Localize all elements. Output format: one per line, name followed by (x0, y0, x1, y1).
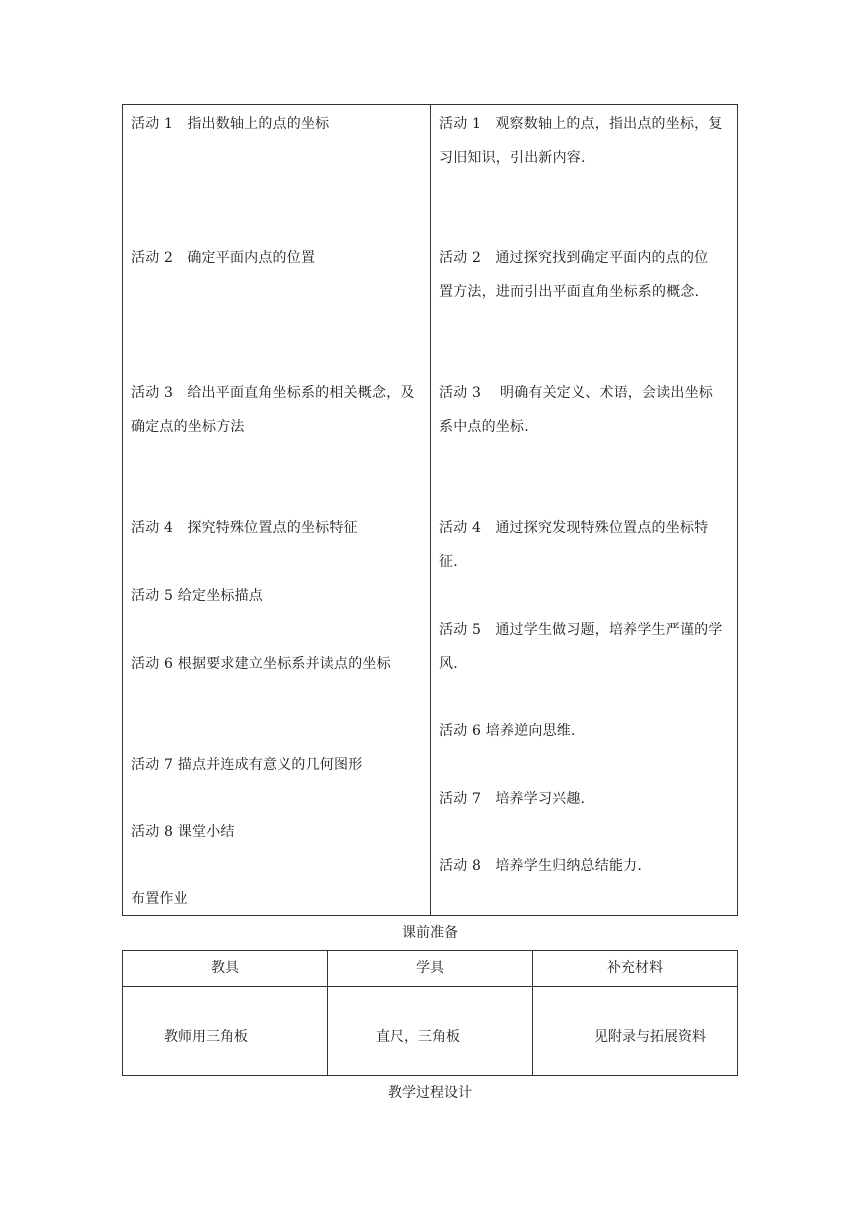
prep-section-title: 课前准备 (402, 925, 458, 941)
right-activity-3-line1: 活动 3 明确有关定义、术语，会读出坐标 (439, 385, 714, 401)
left-activity-6: 活动 6 根据要求建立坐标系并读点的坐标 (131, 656, 391, 672)
prep-header-teaching-aids: 教具 (211, 960, 239, 976)
activities-table (122, 104, 738, 916)
right-activity-6: 活动 6 培养逆向思维. (439, 723, 576, 739)
right-activity-3-line2: 系中点的坐标. (439, 419, 529, 435)
left-homework: 布置作业 (131, 891, 188, 907)
right-activity-4-line1: 活动 4 通过探究发现特殊位置点的坐标特 (439, 520, 709, 536)
left-activity-2: 活动 2 确定平面内点的位置 (131, 250, 316, 266)
right-activity-8: 活动 8 培养学生归纳总结能力. (439, 858, 643, 874)
prep-header-student-tools: 学具 (416, 960, 444, 976)
right-activity-2-line1: 活动 2 通过探究找到确定平面内的点的位 (439, 250, 709, 266)
right-activity-4-line2: 征. (439, 554, 458, 570)
left-activity-3-line2: 确定点的坐标方法 (131, 419, 245, 435)
right-activity-1-line1: 活动 1 观察数轴上的点，指出点的坐标，复 (439, 116, 723, 132)
prep-header-divider (123, 986, 737, 987)
column-divider (430, 105, 431, 915)
prep-cell-supplementary: 见附录与拓展资料 (594, 1029, 706, 1045)
left-activity-1: 活动 1 指出数轴上的点的坐标 (131, 116, 330, 132)
right-activity-5-line2: 风. (439, 656, 458, 672)
prep-table (122, 950, 738, 1076)
process-section-title: 教学过程设计 (388, 1085, 472, 1101)
left-activity-5: 活动 5 给定坐标描点 (131, 588, 264, 604)
prep-cell-student-tools: 直尺，三角板 (376, 1029, 460, 1045)
prep-cell-teaching-aids: 教师用三角板 (164, 1029, 248, 1045)
left-activity-3-line1: 活动 3 给出平面直角坐标系的相关概念，及 (131, 385, 415, 401)
right-activity-1-line2: 习旧知识，引出新内容. (439, 150, 586, 166)
right-activity-2-line2: 置方法，进而引出平面直角坐标系的概念. (439, 284, 700, 300)
prep-header-supplementary: 补充材料 (607, 960, 663, 976)
right-activity-7: 活动 7 培养学习兴趣. (439, 791, 586, 807)
left-activity-8: 活动 8 课堂小结 (131, 824, 235, 840)
left-activity-7: 活动 7 描点并连成有意义的几何图形 (131, 757, 363, 773)
left-activity-4: 活动 4 探究特殊位置点的坐标特征 (131, 520, 358, 536)
right-activity-5-line1: 活动 5 通过学生做习题，培养学生严谨的学 (439, 622, 723, 638)
